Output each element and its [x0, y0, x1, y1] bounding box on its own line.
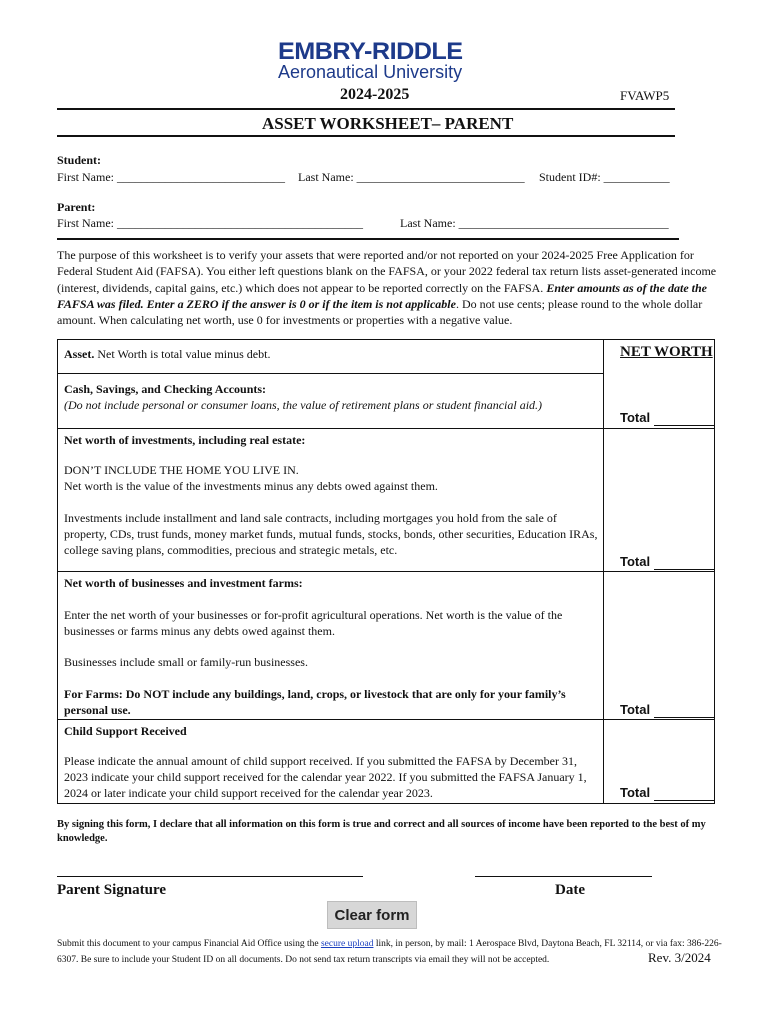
student-first-name-field[interactable]: First Name: ____________________________ — [57, 170, 285, 184]
asset-header-text: Net Worth is total value minus debt. — [94, 347, 271, 361]
intro-text: The purpose of this worksheet is to verify your assets that were reported and/or not reported on your 2024-2025 Free Application for Federal Student Aid (FAFSA). You either left questions blank on the FAFSA, or your 2022 federal tax return lists asset-generated income (interest, dividends, capital gains, etc.) which does not appear to be reported correctly on the FAFSA. — [57, 248, 717, 295]
parent-signature-line[interactable] — [57, 876, 363, 877]
total-label: Total — [620, 785, 651, 800]
title-divider — [57, 135, 675, 137]
investments-total-field[interactable] — [620, 554, 650, 569]
parent-signature-label: Parent Signature — [57, 882, 167, 898]
university-logo — [270, 38, 500, 86]
investments-row — [64, 432, 599, 448]
cash-total-field[interactable] — [620, 410, 650, 425]
submission-instructions — [57, 936, 729, 968]
child-support-total-line — [654, 800, 714, 801]
asset-table — [57, 339, 715, 804]
logo-subtitle: Aeronautical University — [278, 62, 463, 82]
award-year: 2024-2025 — [340, 86, 410, 103]
parent-first-name-field[interactable]: First Name: _________________________________________ — [57, 216, 363, 230]
row-divider — [58, 428, 603, 429]
footer-text-end: link, in person, by mail: 1 Aerospace Blvd, Daytona Beach, FL 32114, or via fax: 386-226-6307. Be sure to include your Student ID on all documents. Do not send tax return transcripts via email they will not be accepted. — [57, 939, 722, 965]
footer-text: Submit this document to your campus Financial Aid Office using the — [57, 939, 321, 949]
form-code: FVAWP5 — [620, 88, 670, 103]
farms-note — [64, 686, 599, 718]
signing-statement: By signing this form, I declare that all information on this form is true and correct and all sources of income have been reported to the best of my knowledge. — [57, 819, 706, 844]
logo-wordmark: EMBRY-RIDDLE — [278, 38, 463, 65]
total-divider — [603, 571, 715, 572]
student-last-name-field[interactable]: Last Name: ____________________________ — [298, 170, 525, 184]
investments-exclusion — [64, 462, 599, 494]
cash-row — [64, 381, 599, 413]
investments-total-line — [654, 569, 714, 570]
total-label: Total — [620, 410, 651, 425]
row-divider — [58, 719, 603, 720]
cash-heading: Cash, Savings, and Checking Accounts: — [64, 382, 267, 396]
investments-heading: Net worth of investments, including real estate: — [64, 433, 306, 447]
intro-paragraph — [57, 247, 719, 328]
businesses-total-line — [654, 717, 714, 718]
cash-note: (Do not include personal or consumer loans, the value of retirement plans or student financial aid.) — [64, 398, 543, 412]
intro-text-end: . Do not use cents; please round to the whole dollar amount. When calculating net worth, use 0 for investments or properties with a negative value. — [57, 296, 703, 328]
row-divider — [58, 571, 603, 572]
revision-date: Rev. 3/2024 — [648, 950, 711, 965]
secure-upload-link[interactable]: secure upload — [320, 939, 374, 949]
date-line[interactable] — [475, 876, 652, 877]
child-support-heading: Child Support Received — [64, 724, 187, 738]
parent-heading: Parent: — [57, 200, 96, 214]
businesses-row — [64, 575, 599, 591]
businesses-total-field[interactable] — [620, 702, 650, 717]
total-label: Total — [620, 554, 651, 569]
clear-form-button[interactable]: Clear form — [327, 901, 417, 929]
child-support-row — [64, 723, 599, 739]
net-worth-header: NET WORTH — [620, 344, 713, 360]
investments-includes: Investments include installment and land sale contracts, including mortgages you hold from the sale of property, CDs, trust funds, money market funds, mutual funds, stocks, bonds, other securities, Education IRAs, college saving plans, commodities, precious and strategic metals, etc. — [64, 511, 598, 557]
total-divider — [603, 719, 715, 720]
header-divider — [57, 108, 675, 110]
farms-note-text: For Farms: Do NOT include any buildings, land, crops, or livestock that are only for your family’s personal use. — [64, 687, 566, 717]
page-title: ASSET WORKSHEET– PARENT — [262, 114, 514, 133]
student-heading: Student: — [57, 153, 102, 167]
child-support-instructions: Please indicate the annual amount of child support received. If you submitted the FAFSA by December 31, 2023 indicate your child support received for the calendar year 2022. If you submitted the FAFSA January 1, 2024 or later indicate your child support received for the calendar year 2023. — [64, 754, 587, 800]
parent-last-name-field[interactable]: Last Name: ___________________________________ — [400, 216, 669, 230]
investments-exclusion-text: DON’T INCLUDE THE HOME YOU LIVE IN. — [64, 463, 299, 477]
total-divider — [603, 428, 715, 429]
asset-header — [64, 346, 599, 362]
businesses-definition: Enter the net worth of your businesses or for-profit agricultural operations. Net worth is the value of the businesses or farms minus any debts owed against them. — [64, 608, 563, 638]
businesses-includes: Businesses include small or family-run businesses. — [64, 655, 308, 669]
intro-emphasis: Enter amounts as of the date the FAFSA was filed. Enter a ZERO if the answer is 0 or if the item is not applicable — [57, 280, 707, 311]
student-id-field[interactable]: Student ID#: ___________ — [539, 170, 670, 184]
investments-definition: Net worth is the value of the investments minus any debts owed against them. — [64, 479, 438, 493]
row-divider — [58, 373, 603, 374]
asset-header-bold: Asset. — [64, 347, 95, 361]
date-label: Date — [555, 882, 585, 898]
cash-total-line — [654, 425, 714, 426]
child-support-total-field[interactable] — [620, 785, 650, 800]
businesses-heading: Net worth of businesses and investment farms: — [64, 576, 303, 590]
total-label: Total — [620, 702, 651, 717]
parent-divider — [57, 238, 679, 240]
